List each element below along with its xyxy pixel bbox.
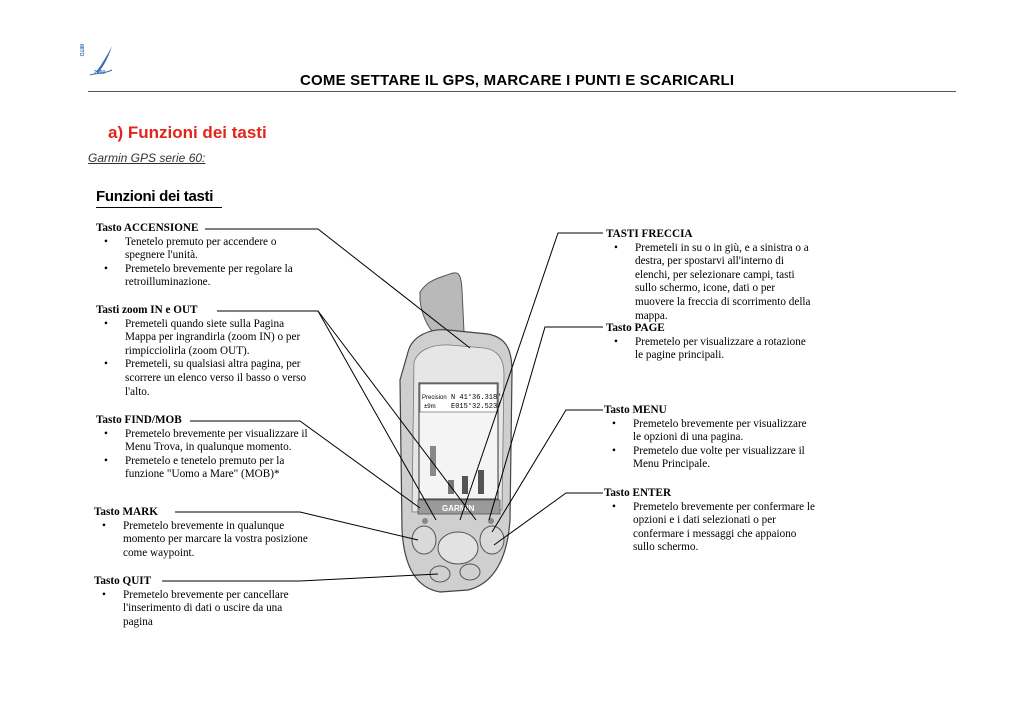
list-item: • Premeteli quando siete sulla Pagina Mappa per ingrandirla (zoom IN) o per rimpicciolirla (zoom OUT).	[104, 317, 301, 357]
list-item: • Premetelo brevemente per regolare la retroilluminazione.	[104, 262, 293, 289]
screen-label: Precision	[422, 395, 447, 401]
callout-enter	[604, 487, 816, 555]
callout-quit	[94, 575, 308, 629]
page-title: COME SETTARE IL GPS, MARCARE I PUNTI E SCARICARLI	[300, 72, 735, 89]
callout-menu	[604, 404, 816, 472]
callout-zoom	[96, 304, 308, 399]
callout-find-mob	[96, 414, 308, 482]
logo-text: MITO	[78, 44, 84, 57]
rocker-button	[438, 532, 478, 564]
list-item: • Premetelo brevemente per confermare le opzioni e i dati selezionati o per confermare i messaggi che appaiono sullo schermo.	[612, 500, 816, 554]
callout-heading: Tasti zoom IN e OUT	[96, 304, 198, 316]
section-title: a) Funzioni dei tasti	[108, 123, 267, 142]
callout-tasti-freccia	[606, 228, 816, 323]
screen-lon: E015°32.523'	[451, 403, 502, 411]
callout-heading: Tasto MENU	[604, 404, 667, 416]
callout-heading: Tasto MARK	[94, 506, 158, 518]
screen-lat: N 41°36.318'	[451, 394, 502, 402]
callout-page	[606, 322, 816, 363]
list-item: • Premetelo brevemente in qualunque momento per marcare la vostra posizione come waypoint.	[102, 519, 308, 559]
callout-mark	[94, 506, 308, 560]
callout-heading: TASTI FRECCIA	[606, 228, 693, 240]
subtitle: Garmin GPS serie 60:	[88, 151, 206, 165]
list-item: • Premetelo brevemente per cancellare l'inserimento di dati o uscire da una pagina	[102, 588, 289, 628]
list-item: • Premeteli, su qualsiasi altra pagina, per scorrere un elenco verso il basso o verso l'alto.	[104, 358, 307, 398]
figure-title: Funzioni dei tasti	[96, 188, 214, 205]
callout-heading: Tasto PAGE	[606, 322, 665, 334]
callout-heading: Tasto FIND/MOB	[96, 414, 182, 426]
list-item: • Premetelo e tenetelo premuto per la funzione "Uomo a Mare" (MOB)*	[104, 454, 285, 481]
mark-button	[412, 526, 436, 554]
list-item: • Premetelo per visualizzare a rotazione le pagine principali.	[614, 335, 806, 362]
list-item: • Premetelo brevemente per visualizzare il Menu Trova, in qualunque momento.	[104, 427, 308, 454]
list-item: • Premetelo due volte per visualizzare il Menu Principale.	[612, 444, 805, 471]
list-item: • Tenetelo premuto per accendere o spegnere l'unità.	[104, 235, 277, 262]
list-item: • Premeteli in su o in giù, e a sinistra o a destra, per spostarvi all'interno di elenchi, per selezionare campi, tasti sullo schermo, icone, dati o per muovere la freccia di scorrimento della mappa.	[614, 241, 811, 322]
callout-heading: Tasto ACCENSIONE	[96, 222, 199, 234]
callout-heading: Tasto ENTER	[604, 487, 672, 499]
logo-year: 2000	[94, 70, 106, 76]
callout-heading: Tasto QUIT	[94, 575, 152, 587]
list-item: • Premetelo brevemente per visualizzare le opzioni di una pagina.	[612, 417, 807, 444]
screen-accuracy: ±9m	[424, 404, 436, 410]
callout-accensione	[96, 222, 308, 290]
device-brand: GARMIN	[442, 504, 475, 513]
